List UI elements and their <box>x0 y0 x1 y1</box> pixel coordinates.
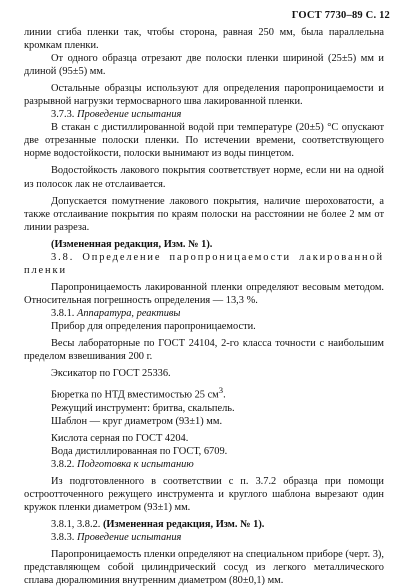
subsection-heading <box>24 531 384 544</box>
list-item: Режущий инструмент: бритва, скальпель. <box>51 402 235 414</box>
list-item: Эксикатор по ГОСТ 25336. <box>51 368 171 380</box>
list-item: Прибор для определения паропроницаемости. <box>51 320 256 332</box>
list-item: Бюретка по НТД вместимостью 25 $см^3$. <box>51 385 226 401</box>
list-item: Вода дистиллированная по ГОСТ, 6709. <box>51 445 228 457</box>
paragraph: Паропроницаемость лакированной пленки определяют весовым методом. Относительная погрешность определения — 13,3 %. <box>24 281 384 306</box>
paragraph: В стакан с дистиллированной водой при температуре (20±5) °С опускают две отрезанные полоски пленки. По истечении времени, соответствующего норме водостойкости, полоски вынимают из воды пинцетом. <box>24 122 384 160</box>
subsection-title: Аппаратура, реактивы <box>77 307 181 319</box>
list-item: Весы лабораторные по ГОСТ 24104, 2-го класса точности с наибольшим пределом взвешивания 200 г. <box>24 338 384 363</box>
subsection-title: Проведение испытания <box>77 532 182 544</box>
paragraph: Допускается помутнение лакового покрытия, наличие шероховатости, а также отслаивание покрытия по краям полоски на расстоянии не более 2 мм от линии разреза. <box>24 195 384 233</box>
subsection-heading <box>24 307 384 320</box>
subsection-number: 3.8.2. <box>51 458 75 470</box>
document-body <box>24 26 384 587</box>
subsection-number: 3.7.3. <box>51 109 75 121</box>
section-heading: 3.8. Определение паропроницаемости лакированной пленки <box>24 251 384 276</box>
paragraph: Водостойкость лакового покрытия соответствует норме, если ни на одной из полосок лак не отслаивается. <box>24 165 384 190</box>
subsection-number: 3.8.1. <box>51 307 75 319</box>
paragraph: От одного образца отрезают две полоски пленки шириной (25±5) мм и длиной (95±5) мм. <box>24 53 384 78</box>
subsection-number: 3.8.3. <box>51 532 75 544</box>
amendment-note: 3.8.1, 3.8.2. (Измененная редакция, Изм. № 1). <box>51 519 265 531</box>
list-item: Шаблон — круг диаметром (93±1) мм. <box>51 415 223 427</box>
list-item: Кислота серная по ГОСТ 4204. <box>51 432 189 444</box>
paragraph: Остальные образцы используют для определения паропроницаемости и разрывной нагрузки термосварного шва лакированной пленки. <box>24 83 384 108</box>
subsection-title: Подготовка к испытанию <box>77 458 194 470</box>
paragraph: линии сгиба пленки так, чтобы сторона, равная 250 мм, была параллельна кромкам пленки. <box>24 27 384 52</box>
amendment-note: (Измененная редакция, Изм. № 1). <box>51 238 213 250</box>
paragraph: Из подготовленного в соответствии с п. 3.7.2 образца при помощи остроотточенного режущего инструмента и круглого шаблона вырезают один кружок пленки диаметром (93±1) мм. <box>24 475 384 514</box>
page-header: ГОСТ 7730–89 С. 12 <box>291 10 390 21</box>
subsection-title: Проведение испытания <box>77 109 182 121</box>
paragraph: Паропроницаемость пленки определяют на специальном приборе (черт. 3), представляющем собой цилиндрический сосуд из легкого металлического сплава дюралюминия внутренним диаметром (80±0,1) мм. <box>24 549 384 587</box>
subsection-heading <box>24 108 384 121</box>
subsection-heading <box>24 458 384 471</box>
